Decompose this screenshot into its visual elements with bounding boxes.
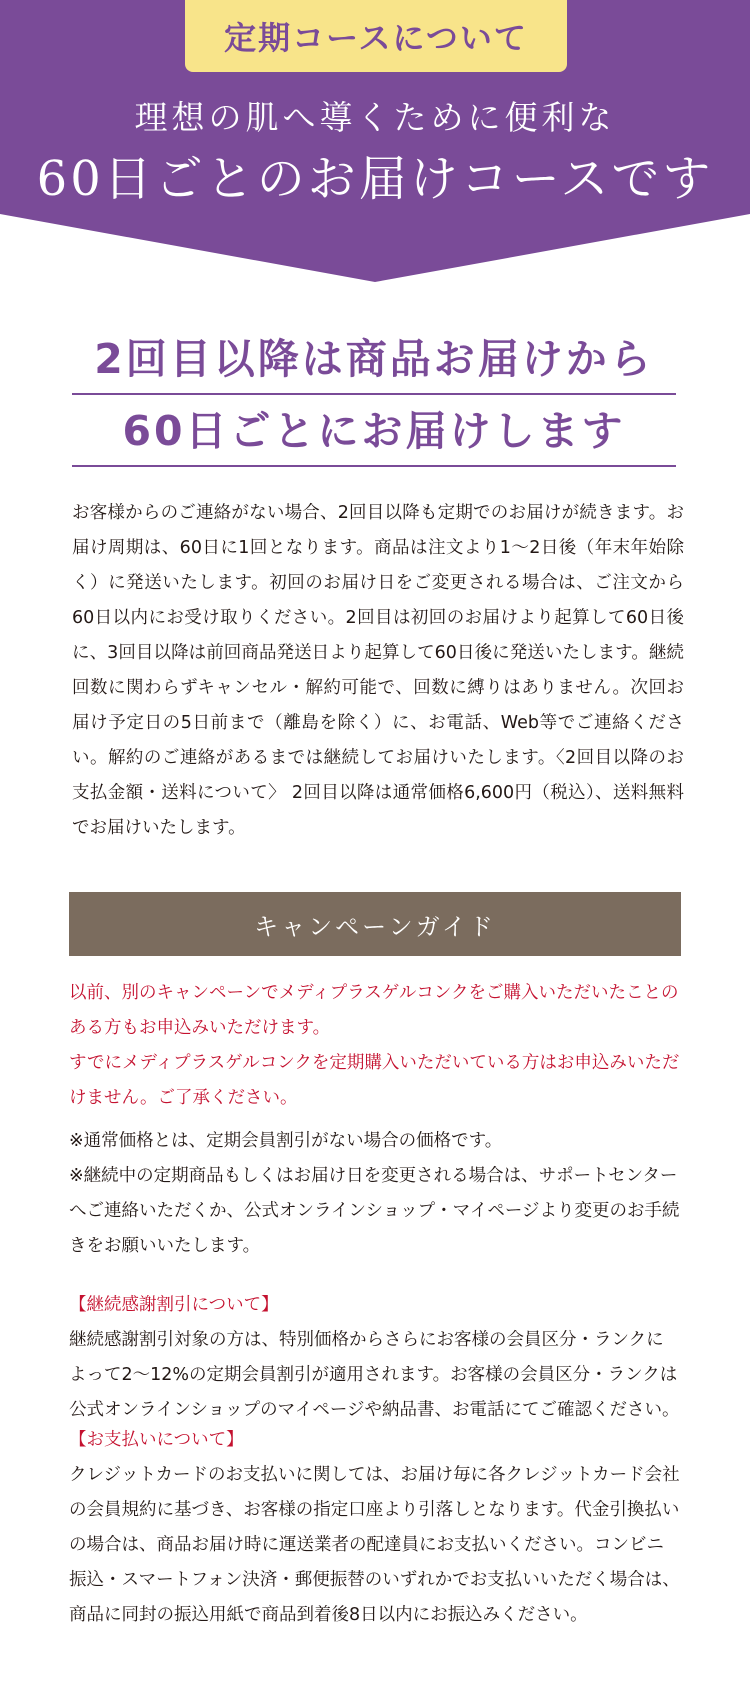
discount-title: 【継続感謝割引について】 (69, 1295, 279, 1315)
discount-section (69, 1288, 681, 1428)
campaign-red-notice (69, 976, 681, 1116)
payment-title: 【お支払いについて】 (69, 1430, 244, 1450)
payment-section (69, 1423, 681, 1633)
section-tag: 定期コースについて (185, 0, 567, 72)
payment-text: クレジットカードのお支払いに関しては、お届け毎に各クレジットカード会社の会員規約に基づき、お客様の指定口座より引落しとなります。代金引換払いの場合は、商品お届け時に運送業者の配達員にお支払いください。コンビニ振込・スマートフォン決済・郵便振替のいずれかでお支払いいただく場合は、商品に同封の振込用紙で商品到着後8日以内にお振込みください。 (69, 1465, 680, 1625)
banner-title: 60日ごとのお届けコースです (36, 151, 714, 207)
discount-text: 継続感謝割引対象の方は、特別価格からさらにお客様の会員区分・ランクによって2〜12%の定期会員割引が適用されます。お客様の会員区分・ランクは公式オンラインショップのマイページや納品書、お電話にてご確認ください。 (69, 1330, 680, 1420)
note-2: ※継続中の定期商品もしくはお届け日を変更される場合は、サポートセンターへご連絡いただくか、公式オンラインショップ・マイページより変更のお手続きをお願いいたします。 (69, 1166, 680, 1256)
campaign-notes (69, 1124, 681, 1264)
course-description: お客様からのご連絡がない場合、2回目以降も定期でのお届けが続きます。お届け周期は、60日に1回となります。商品は注文より1〜2日後（年末年始除く）に発送いたします。初回のお届け日をご変更される場合は、ご注文から60日以内にお受け取りください。2回目は初回のお届けより起算して60日後に、3回目以降は前回商品発送日より起算して60日後に発送いたします。継続回数に関わらずキャンセル・解約可能で、回数に縛りはありません。次回お届け予定日の5日前まで（離島を除く）に、お電話、Web等でご連絡ください。解約のご連絡があるまでは継続してお届けいたします。〈2回目以降のお支払金額・送料について〉 2回目以降は通常価格6,600円（税込）、送料無料でお届けいたします。 (72, 503, 684, 838)
note-1: ※通常価格とは、定期会員割引がない場合の価格です。 (69, 1131, 503, 1151)
campaign-guide-heading: キャンペーンガイド (69, 892, 681, 956)
header-banner (0, 0, 750, 282)
red-notice-2: すでにメディプラスゲルコンクを定期購入いただいている方はお申込みいただけません。ご了承ください。 (69, 1053, 680, 1108)
red-notice-1: 以前、別のキャンペーンでメディプラスゲルコンクをご購入いただいたことのある方もお申込みいただけます。 (69, 983, 679, 1038)
headline-line-2: 60日ごとにお届けします (72, 398, 676, 467)
headline-line-1: 2回目以降は商品お届けから (72, 326, 676, 395)
banner-subtitle: 理想の肌へ導くために便利な (134, 98, 616, 137)
